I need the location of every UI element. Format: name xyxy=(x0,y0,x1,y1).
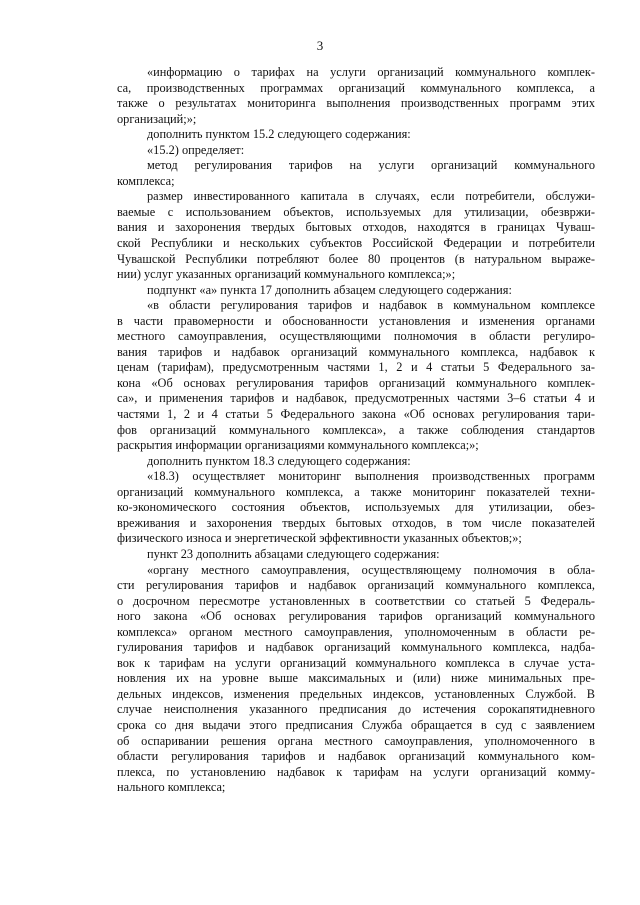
text-line: раскрытия информации организациями коммунального комплекса;»; xyxy=(117,438,479,453)
text-line: ного закона «Об основах регулирования тарифов организаций коммунального xyxy=(117,609,595,624)
text-line: об оспаривании решения органа местного самоуправления, уполномоченного в xyxy=(117,733,595,748)
text-line: размер инвестированного капитала в случаях, если потребители, обслужи- xyxy=(147,189,595,204)
text-line: частями 1, 2 и 4 статьи 5 Федерального закона «Об основах регулирования тари- xyxy=(117,407,595,422)
text-line: «органу местного самоуправления, осуществляющему полномочия в обла- xyxy=(147,562,595,577)
text-line: вреживания и захоронения твердых бытовых отходов, в том числе показателей xyxy=(117,515,595,530)
text-line: кона «Об основах регулирования тарифов организаций коммунального комплек- xyxy=(117,375,595,390)
text-line: «15.2) определяет: xyxy=(147,142,245,157)
text-line: срока со дня выдачи этого предписания Служба обращается в суд с заявлением xyxy=(117,717,595,732)
text-line: местного самоуправления, осуществляющими полномочия в области регулиро- xyxy=(117,329,595,344)
text-line: сти регулирования тарифов и надбавок организаций коммунального комплекса, xyxy=(117,578,595,593)
text-line: также о результатах мониторинга выполнения производственных программ этих xyxy=(117,96,595,111)
text-line: ваемые с использованием объектов, используемых для утилизации, обезвржи- xyxy=(117,204,595,219)
text-line: ценам (тарифам), предусмотренным частями 1, 2 и 4 статьи 5 Федерального за- xyxy=(117,360,595,375)
text-line: «18.3) осуществляет мониторинг выполнения производственных программ xyxy=(147,469,595,484)
text-line: ко-экономического состояния объектов, используемых для утилизации, обез- xyxy=(117,500,595,515)
text-line: вания и захоронения твердых бытовых отходов, находятся в границах Чуваш- xyxy=(117,220,595,235)
text-line: плекса, по установлению надбавок к тарифам на услуги организаций комму- xyxy=(117,764,595,779)
text-line: ской Республики и нескольких субъектов Российской Федерации и потребители xyxy=(117,236,595,251)
text-line: «информацию о тарифах на услуги организаций коммунального комплек- xyxy=(147,65,595,79)
text-line: в части правомерности и обоснованности установления и изменения органами xyxy=(117,313,595,328)
text-line: вок к тарифам на услуги организаций коммунального комплекса в случае уста- xyxy=(117,655,595,670)
text-line: «в области регулирования тарифов и надбавок в коммунальном комплексе xyxy=(147,298,595,313)
text-line: вания тарифов и надбавок организаций коммунального комплекса, надбавок к xyxy=(117,344,595,359)
text-line: фов организаций коммунального комплекса», а также соблюдения стандартов xyxy=(117,422,595,437)
text-line: комплекса; xyxy=(117,173,175,188)
text-line: новления их на уровне выше максимальных и (или) ниже минимальных пре- xyxy=(117,671,595,686)
text-line: о досрочном пересмотре установленных в соответствии со статьей 5 Федераль- xyxy=(117,593,595,608)
text-line: дельных индексов, изменения предельных индексов, установленных Службой. В xyxy=(117,686,595,701)
text-line: метод регулирования тарифов на услуги организаций коммунального xyxy=(147,158,595,173)
text-line: са, производственных программах организаций коммунального комплекса, а xyxy=(117,80,595,95)
text-line: случае неисполнения указанного предписания до истечения сорокапятидневного xyxy=(117,702,595,717)
text-line: Чувашской Республики потребляют более 80 процентов (в натуральном выраже- xyxy=(117,251,595,266)
page-number: 3 xyxy=(316,38,324,53)
text-line: пункт 23 дополнить абзацами следующего содержания: xyxy=(147,546,440,561)
text-line: нального комплекса; xyxy=(117,780,226,795)
text-line: физического износа и энергетической эффективности указанных объектов;»; xyxy=(117,531,522,546)
text-line: области регулирования тарифов и надбавок организаций коммунального ком- xyxy=(117,749,595,764)
text-line: комплекса» органом местного самоуправления, уполномоченным в области ре- xyxy=(117,624,595,639)
text-line: дополнить пунктом 18.3 следующего содержания: xyxy=(147,453,411,468)
text-line: организаций;»; xyxy=(117,111,197,126)
document-body xyxy=(117,65,595,796)
text-line: дополнить пунктом 15.2 следующего содержания: xyxy=(147,127,411,142)
text-line: организаций коммунального комплекса, а также мониторинг показателей техни- xyxy=(117,484,595,499)
text-line: нии) услуг указанных организаций коммунального комплекса;»; xyxy=(117,267,456,282)
text-line: са», и применения тарифов и надбавок, предусмотренных частями 3–6 статьи 4 и xyxy=(117,391,595,406)
text-line: гулирования тарифов и надбавок организаций коммунального комплекса, надба- xyxy=(117,640,595,655)
text-line: подпункт «а» пункта 17 дополнить абзацем следующего содержания: xyxy=(147,282,512,297)
